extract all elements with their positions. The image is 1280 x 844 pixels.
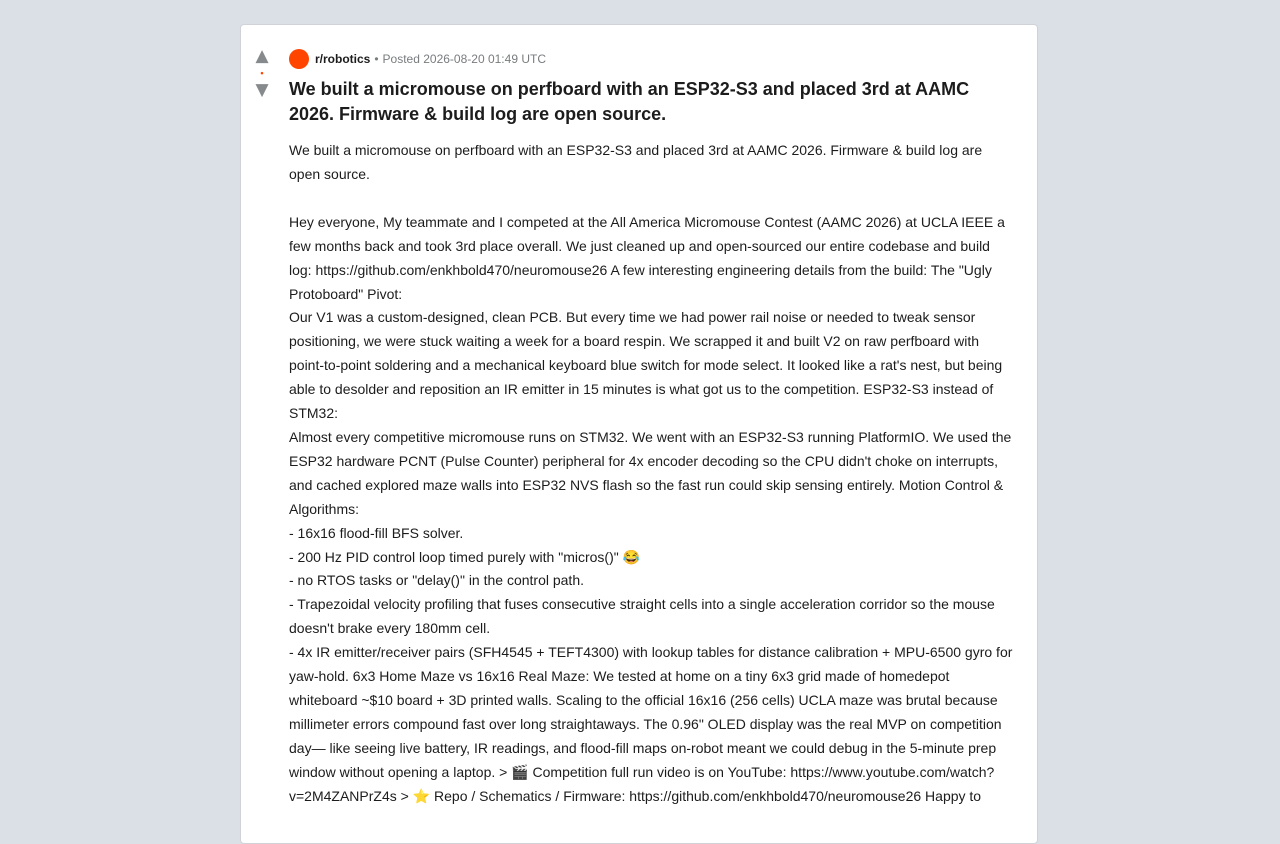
body-list-item: - no RTOS tasks or "delay()" in the control path. — [289, 572, 584, 589]
paragraph-spacer — [289, 187, 1015, 211]
subreddit-link[interactable]: r/robotics — [315, 52, 371, 66]
vote-score: • — [260, 68, 264, 78]
post-content — [289, 49, 1015, 808]
meta-separator: • — [374, 52, 379, 66]
post-meta — [289, 49, 1015, 69]
body-paragraph: Our V1 was a custom-designed, clean PCB. But every time we had power rail noise or needed to tweak sensor positioning, we were stuck waiting a week for a board respin. We scrapped it and built V2 on raw perfboard with point-to-point soldering and a mechanical keyboard blue switch for mode select. It looked like a rat's nest, but being able to desolder and reposition an IR emitter in 15 minutes is what got us to the competition. ESP32-S3 instead of STM32: — [289, 309, 1003, 422]
body-list-item: - Trapezoidal velocity profiling that fuses consecutive straight cells into a single acceleration corridor so the mouse doesn't brake every 180mm cell. — [289, 596, 995, 637]
upvote-arrow-icon[interactable]: ▲ — [255, 46, 269, 66]
post-card — [240, 24, 1038, 844]
subreddit-avatar-icon[interactable] — [289, 49, 309, 69]
post-title[interactable]: We built a micromouse on perfboard with an ESP32-S3 and placed 3rd at AAMC 2026. Firmware & build log are open source. — [289, 79, 970, 124]
downvote-arrow-icon[interactable]: ▼ — [255, 80, 269, 100]
body-list-item: - 16x16 flood-fill BFS solver. — [289, 524, 464, 541]
body-paragraph: Almost every competitive micromouse runs on STM32. We went with an ESP32-S3 running PlatformIO. We used the ESP32 hardware PCNT (Pulse Counter) peripheral for 4x encoder decoding so the CPU didn't choke on interrupts, and cached explored maze walls into ESP32 NVS flash so the fast run could skip sensing entirely. Motion Control & Algorithms: — [289, 428, 1012, 517]
vote-column — [251, 47, 273, 99]
post-body — [289, 139, 1015, 808]
body-paragraph-intro: We built a micromouse on perfboard with an ESP32-S3 and placed 3rd at AAMC 2026. Firmware & build log are open source. — [289, 142, 983, 182]
post-timestamp: Posted 2026-08-20 01:49 UTC — [382, 52, 546, 66]
body-list-item: - 4x IR emitter/receiver pairs (SFH4545 + TEFT4300) with lookup tables for distance calibration + MPU-6500 gyro for yaw-hold. 6x3 Home Maze vs 16x16 Real Maze: We tested at home on a tiny 6x3 grid made of homedepot whiteboard ~$10 board + 3D printed walls. Scaling to the official 16x16 (256 cells) UCLA maze was brutal because millimeter errors compound fast over long straightaways. The 0.96" OLED display was the real MVP on competition day— like seeing live battery, IR readings, and flood-fill maps on-robot meant we could debug in the 5-minute prep window without opening a laptop. > 🎬 Competition full run video is on YouTube: https://www.youtube.com/watch?v=2M4ZANPrZ4s > ⭐ Repo / Schematics / Firmware: https://github.com/enkhbold470/neuromouse26 Happy to — [289, 644, 1013, 804]
body-list-item: - 200 Hz PID control loop timed purely with "micros()" 😂 — [289, 548, 641, 565]
body-paragraph: Hey everyone, My teammate and I competed at the All America Micromouse Contest (AAMC 2026) at UCLA IEEE a few months back and took 3rd place overall. We just cleaned up and open-sourced our entire codebase and build log: https://github.com/enkhbold470/neuromouse26 A few interesting engineering details from the build: The "Ugly Protoboard" Pivot: — [289, 213, 1005, 302]
